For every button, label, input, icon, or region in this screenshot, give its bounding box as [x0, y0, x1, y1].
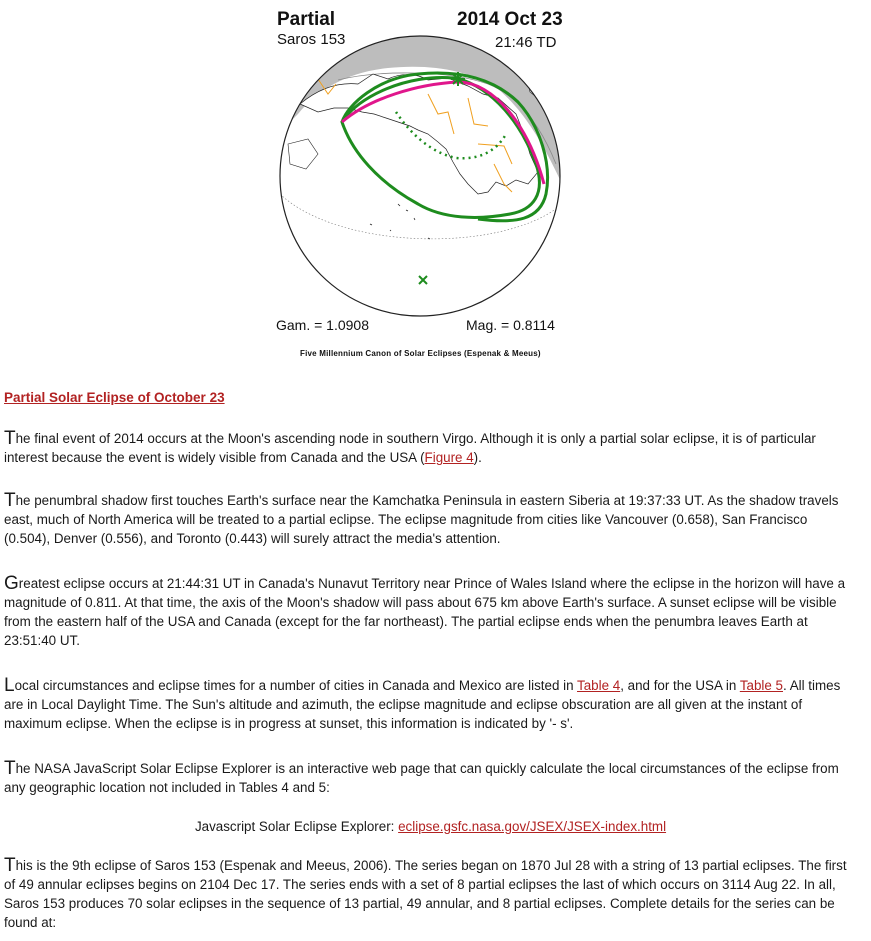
figure-4-link[interactable]: Figure 4: [424, 450, 474, 465]
figure-caption: Five Millennium Canon of Solar Eclipses (Espenak & Meeus): [300, 349, 541, 358]
article-body: [4, 388, 857, 930]
paragraph-local-circumstances: [4, 675, 857, 733]
paragraph-text: ocal circumstances and eclipse times for a number of cities in Canada and Mexico are listed in: [14, 678, 578, 693]
paragraph-text: his is the 9th eclipse of Saros 153 (Espenak and Meeus, 2006). The series began on 1870 Jul 28 with a string of 13 partial eclipses. The first of 49 annular eclipses begins on 2104 Dec 17. The series ends with a set of 8 partial eclipses the last of which occurs on 3114 Aug 22. In all, Saros 153 produces 70 solar eclipses in the sequence of 13 partial, 49 annular, and 8 partial eclipses. Complete details for the series can be found at:: [4, 858, 847, 930]
drop-cap: T: [4, 855, 16, 876]
globe-svg: [278, 34, 562, 318]
drop-cap: T: [4, 758, 16, 779]
eclipse-type-label: Partial: [277, 9, 336, 30]
jsex-link[interactable]: eclipse.gsfc.nasa.gov/JSEX/JSEX-index.html: [398, 819, 667, 834]
drop-cap: L: [4, 675, 15, 696]
paragraph-saros-series: [4, 855, 857, 932]
paragraph-greatest-eclipse: [4, 573, 857, 650]
drop-cap: T: [4, 490, 16, 511]
globe-map: [278, 34, 562, 318]
jsex-label: Javascript Solar Eclipse Explorer:: [194, 819, 399, 834]
drop-cap: G: [4, 573, 19, 594]
table-5-link[interactable]: Table 5: [739, 678, 783, 693]
paragraph-text: he NASA JavaScript Solar Eclipse Explorer is an interactive web page that can quickly calculate the local circumstances of the eclipse from any geographic location not included in Tables 4 and 5:: [4, 761, 839, 795]
paragraph-text: ).: [473, 450, 482, 465]
paragraph-intro: [4, 428, 857, 467]
paragraph-text: . All times are in Local Daylight Time. The Sun's altitude and azimuth, the eclipse magnitude and eclipse obscuration are all given at the instant of maximum eclipse. When the eclipse is in progress at sunset, this information is indicated by '- s'.: [4, 678, 841, 731]
paragraph-penumbral-shadow: [4, 490, 857, 548]
section-heading-link[interactable]: Partial Solar Eclipse of October 23: [4, 390, 225, 405]
table-4-link[interactable]: Table 4: [577, 678, 621, 693]
eclipse-figure: [0, 0, 871, 372]
jsex-link-line: [4, 817, 857, 836]
paragraph-text: , and for the USA in: [620, 678, 740, 693]
eclipse-time-label: 21:46 TD: [495, 34, 557, 51]
greatest-eclipse-star-icon: [451, 72, 465, 86]
paragraph-jsex: [4, 758, 857, 797]
eclipse-date-label: 2014 Oct 23: [457, 9, 563, 30]
magnitude-label: Mag. = 0.8114: [466, 317, 555, 333]
drop-cap: T: [4, 428, 16, 449]
paragraph-text: he penumbral shadow first touches Earth's surface near the Kamchatka Peninsula in eastern Siberia at 19:37:33 UT. As the shadow travels east, much of North America will be treated to a partial eclipse. The eclipse magnitude from cities like Vancouver (0.658), San Francisco (0.504), Denver (0.556), and Toronto (0.443) will surely attract the media's attention.: [4, 493, 839, 546]
saros-label: Saros 153: [277, 31, 346, 48]
paragraph-text: reatest eclipse occurs at 21:44:31 UT in Canada's Nunavut Territory near Prince of Wales Island where the eclipse in the horizon will have a magnitude of 0.811. At that time, the axis of the Moon's shadow will pass about 675 km above Earth's surface. A sunset eclipse will be visible from the eastern half of the USA and Canada (except for the far northeast). The partial eclipse ends when the penumbra leaves Earth at 23:51:40 UT.: [4, 576, 846, 648]
paragraph-text: he final event of 2014 occurs at the Moon's ascending node in southern Virgo. Although it is only a partial solar eclipse, it is of particular interest because the event is widely visible from Canada and the USA (: [4, 431, 816, 465]
gamma-label: Gam. = 1.0908: [276, 317, 370, 333]
